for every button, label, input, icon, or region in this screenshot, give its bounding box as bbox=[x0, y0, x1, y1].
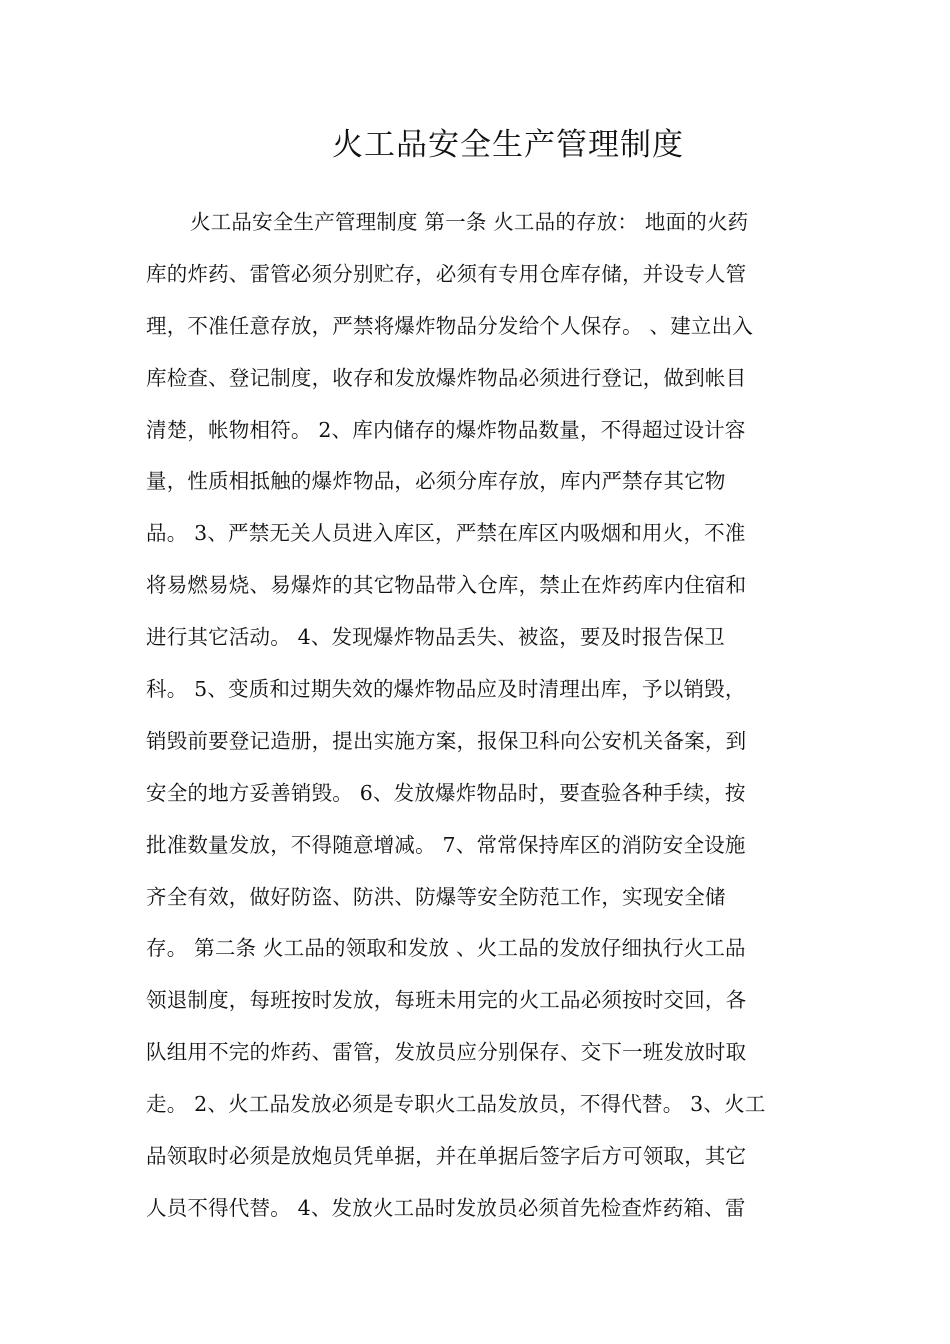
body-line: 火工品安全生产管理制度 第一条 火工品的存放： 地面的火药 bbox=[190, 210, 749, 234]
body-line: 进行其它活动。 4、发现爆炸物品丢失、被盗，要及时报告保卫 bbox=[146, 625, 725, 650]
body-line: 将易燃易烧、易爆炸的其它物品带入仓库，禁止在炸药库内住宿和 bbox=[146, 573, 747, 598]
body-line: 齐全有效，做好防盗、防洪、防爆等安全防范工作，实现安全储 bbox=[146, 884, 726, 909]
body-line: 品。 3、严禁无关人员进入库区，严禁在库区内吸烟和用火，不准 bbox=[146, 521, 746, 546]
body-line: 批准数量发放，不得随意增减。 7、常常保持库区的消防安全设施 bbox=[146, 832, 746, 857]
body-line: 科。 5、变质和过期失效的爆炸物品应及时清理出库，予以销毁， bbox=[146, 677, 746, 702]
body-line: 清楚，帐物相符。 2、库内储存的爆炸物品数量，不得超过设计容 bbox=[146, 417, 746, 442]
body-line: 品领取时必须是放炮员凭单据，并在单据后签字后方可领取，其它 bbox=[146, 1144, 747, 1169]
body-line: 安全的地方妥善销毁。 6、发放爆炸物品时，要查验各种手续，按 bbox=[146, 780, 746, 805]
body-line: 库检查、登记制度，收存和发放爆炸物品必须进行登记，做到帐目 bbox=[146, 365, 747, 390]
document-body bbox=[146, 197, 826, 1235]
body-line: 销毁前要登记造册，提出实施方案，报保卫科向公安机关备案，到 bbox=[146, 728, 747, 753]
body-line: 队组用不完的炸药、雷管，发放员应分别保存、交下一班发放时取 bbox=[146, 1040, 747, 1065]
body-line: 人员不得代替。 4、发放火工品时发放员必须首先检查炸药箱、雷 bbox=[146, 1195, 746, 1220]
body-line: 库的炸药、雷管必须分别贮存，必须有专用仓库存储，并设专人管 bbox=[146, 261, 747, 286]
body-line: 走。 2、火工品发放必须是专职火工品发放员，不得代替。 3、火工 bbox=[146, 1092, 766, 1117]
body-line: 存。 第二条 火工品的领取和发放 、火工品的发放仔细执行火工品 bbox=[146, 936, 746, 961]
body-line: 领退制度，每班按时发放，每班未用完的火工品必须按时交回，各 bbox=[146, 988, 747, 1013]
document-title: 火工品安全生产管理制度 bbox=[332, 127, 684, 163]
body-line: 量，性质相抵触的爆炸物品，必须分库存放，库内严禁存其它物 bbox=[146, 469, 726, 494]
body-line: 理，不准任意存放，严禁将爆炸物品分发给个人保存。 、建立出入 bbox=[146, 313, 754, 338]
